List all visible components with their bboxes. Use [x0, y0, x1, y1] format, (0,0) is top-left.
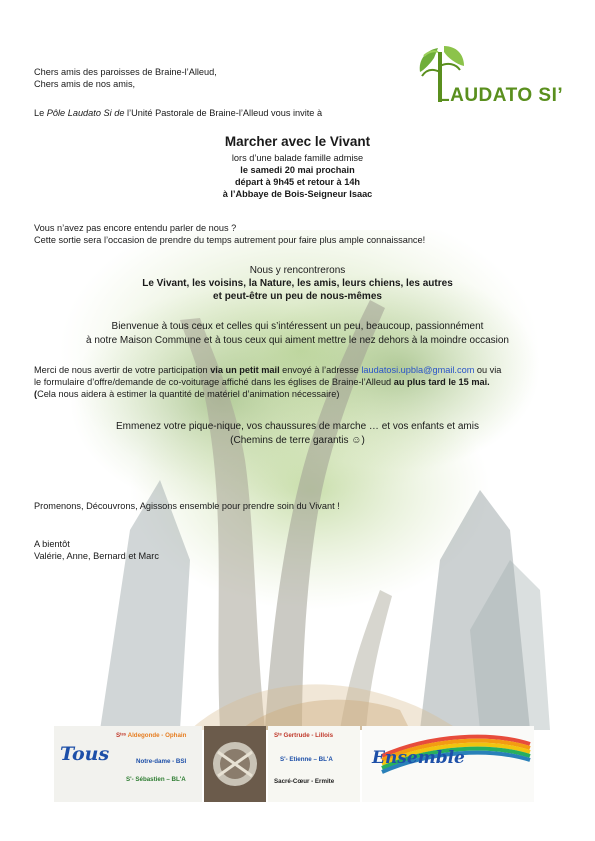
logo-wordmark: LAUDATO SI’ — [438, 85, 564, 106]
register-block — [34, 364, 569, 400]
parish-notre-dame: Notre-dame - BSI — [136, 758, 187, 765]
closing-line: Promenons, Découvrons, Agissons ensemble pour prendre soin du Vivant ! — [34, 501, 340, 511]
footer-panel-tous — [54, 726, 202, 802]
signature-line-2: Valérie, Anne, Bernard et Marc — [34, 551, 159, 561]
footer-tous: Tous — [60, 743, 110, 765]
email-link[interactable]: laudatosi.upbla@gmail.com — [361, 365, 475, 375]
parish-prefix: Sᵗᵉ — [274, 732, 282, 739]
register-text: le formulaire d’offre/demande de co-voiturage affiché dans les églises de Braine-l’Alleud — [34, 377, 394, 387]
invite-line — [34, 107, 322, 119]
bring-line-2: (Chemins de terre garantis ☺) — [230, 435, 365, 446]
register-line-3 — [34, 388, 569, 400]
greeting-line-1: Chers amis des paroisses de Braine-l’Alleud, — [34, 67, 217, 77]
parish-name: Gertrude - Lillois — [281, 732, 334, 739]
intro-line-1: Vous n’avez pas encore entendu parler de nous ? — [34, 223, 237, 233]
intro — [34, 222, 425, 246]
register-line-1 — [34, 364, 569, 376]
intro-line-2: Cette sortie sera l’occasion de prendre du temps autrement pour faire plus ample connaissance! — [34, 235, 426, 245]
welcome-line-2: à notre Maison Commune et à tous ceux qui aiment mettre le nez dehors à la moindre occasion — [86, 335, 509, 346]
event-block — [0, 134, 595, 200]
register-text: Merci de nous avertir de votre participation — [34, 365, 211, 375]
register-line-2 — [34, 376, 569, 388]
bring-line-1: Emmenez votre pique-nique, vos chaussures de marche … et vos enfants et amis — [116, 421, 479, 432]
meet-line-1: Nous y rencontrerons — [249, 265, 346, 276]
parish-prefix: Sᵗᵉˢ — [116, 732, 127, 739]
register-paren: ( — [34, 389, 38, 399]
greeting — [34, 66, 217, 90]
parish-aldegonde — [116, 732, 186, 740]
register-text: ou via — [474, 365, 502, 375]
event-title: Marcher avec le Vivant — [224, 134, 371, 149]
parish-etienne: S'- Etienne – BL'A — [280, 756, 333, 763]
welcome-block — [0, 320, 595, 348]
invite-prefix: Le — [34, 108, 47, 118]
event-place: à l’Abbaye de Bois-Seigneur Isaac — [222, 189, 373, 199]
register-note: Cela nous aidera à estimer la quantité de matériel d’animation nécessaire) — [37, 389, 340, 399]
parish-sacre-coeur: Sacré-Cœur - Ermite — [274, 778, 335, 785]
invite-suffix: l’Unité Pastorale de Braine-l’Alleud vous invite à — [124, 108, 323, 118]
footer-panel-ensemble — [362, 726, 534, 802]
bring-block — [0, 420, 595, 448]
register-deadline: au plus tard le 15 mai. — [393, 377, 490, 387]
footer-ensemble: Ensemble — [372, 748, 465, 768]
signature-line-1: A bientôt — [34, 539, 70, 549]
footer-panel-parishes — [268, 726, 360, 802]
meet-line-3: et peut-être un peu de nous-mêmes — [213, 291, 382, 302]
welcome-line-1: Bienvenue à tous ceux et celles qui s’intéressent un peu, beaucoup, passionnément — [111, 321, 484, 332]
meet-line-2: Le Vivant, les voisins, la Nature, les amis, leurs chiens, les autres — [142, 278, 453, 289]
parishes-footer-banner — [54, 726, 534, 802]
signature — [34, 538, 159, 562]
event-date: le samedi 20 mai prochain — [240, 165, 355, 175]
event-subtitle: lors d’une balade famille admise — [231, 153, 364, 163]
greeting-line-2: Chers amis de nos amis, — [34, 79, 136, 89]
invite-pole-name: Pôle Laudato Si de — [46, 108, 125, 118]
parish-sebastien: S'- Sébastien – BL'A — [126, 776, 186, 783]
event-times: départ à 9h45 et retour à 14h — [234, 177, 361, 187]
parish-church-photo-icon — [204, 726, 266, 802]
parish-name: Aldegonde - Ophain — [126, 732, 187, 739]
register-text: envoyé à l’adresse — [279, 365, 362, 375]
meet-block — [0, 264, 595, 303]
register-mail-emphasis: via un petit mail — [210, 365, 280, 375]
parish-gertrude — [274, 732, 333, 740]
